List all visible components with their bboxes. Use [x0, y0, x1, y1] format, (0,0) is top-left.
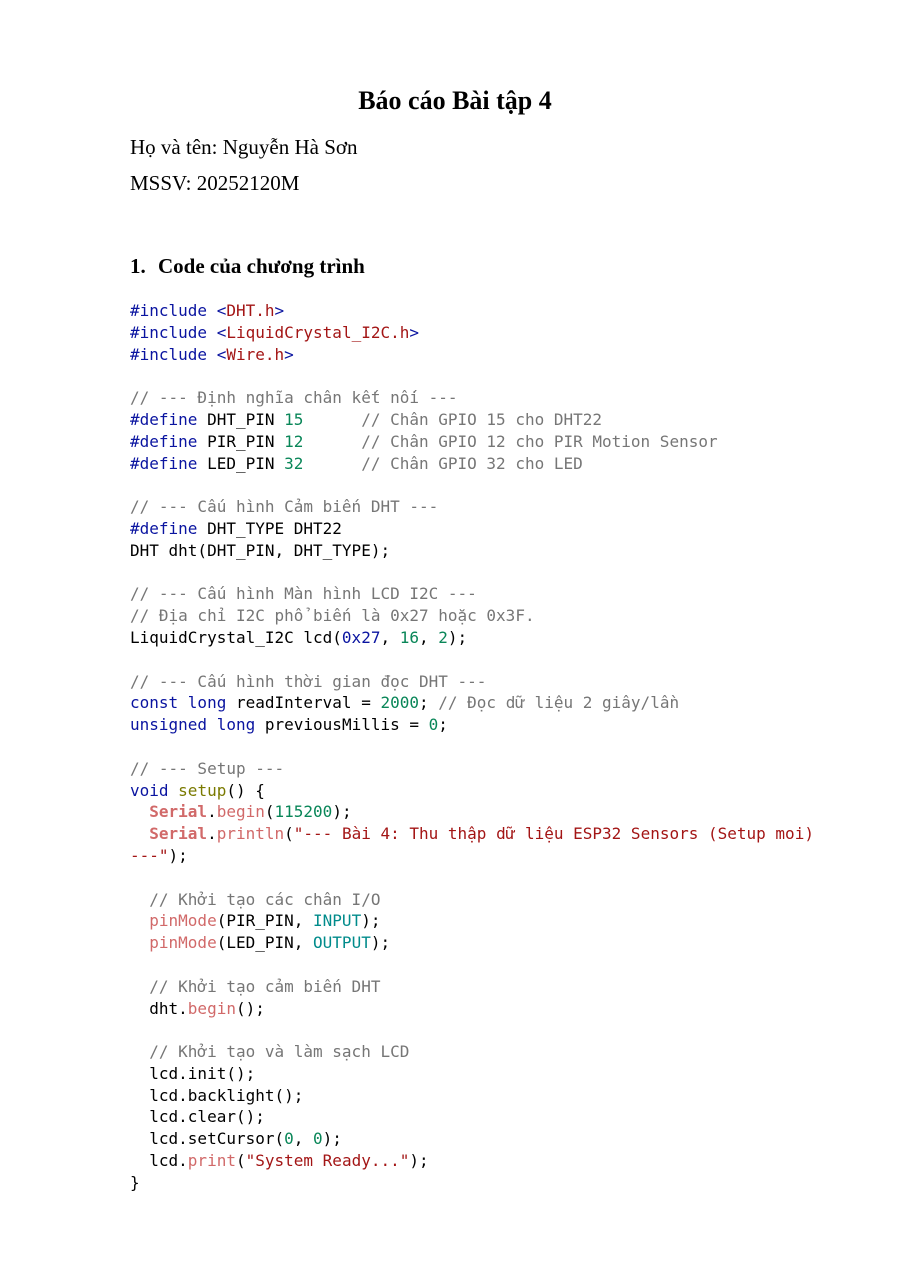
code-token: pinMode — [149, 911, 217, 931]
code-token: const — [130, 693, 188, 713]
code-token: long — [216, 715, 265, 735]
code-line — [130, 496, 850, 518]
code-token: dht. — [130, 998, 188, 1018]
code-token: begin — [187, 998, 236, 1018]
code-token: 15 — [284, 409, 304, 429]
code-token: unsigned — [130, 715, 217, 735]
code-line — [130, 714, 850, 736]
code-token: Serial — [149, 802, 208, 822]
code-line — [130, 344, 850, 366]
code-token: ); — [168, 845, 188, 865]
code-token: ( — [264, 802, 275, 822]
code-token: ( — [284, 824, 294, 844]
code-line — [130, 605, 850, 627]
code-token: OUTPUT — [313, 933, 371, 953]
document-title: Báo cáo Bài tập 4 — [358, 86, 552, 115]
code-token: #define — [130, 453, 208, 473]
code-token: 0 — [428, 715, 439, 735]
code-token — [303, 454, 361, 473]
code-line — [130, 823, 850, 845]
code-token: readInterval = — [235, 693, 381, 713]
code-token: setup — [178, 780, 227, 800]
code-token — [130, 1042, 149, 1061]
code-token: 115200 — [274, 802, 333, 822]
code-token: 16 — [399, 627, 419, 647]
code-token — [303, 432, 361, 451]
code-token: #define — [130, 518, 208, 538]
code-token: lcd.setCursor( — [130, 1129, 285, 1149]
code-token — [130, 824, 149, 843]
code-token: 0 — [284, 1129, 294, 1149]
code-token — [130, 977, 149, 996]
code-line — [130, 976, 850, 998]
code-token: // Khởi tạo các chân I/O — [149, 889, 381, 909]
code-line — [130, 1085, 850, 1107]
code-token — [130, 911, 149, 930]
student-id: MSSV: 20252120M — [130, 171, 300, 195]
code-line — [130, 910, 850, 932]
code-token: ); — [447, 627, 468, 647]
code-line — [130, 431, 850, 453]
code-token: 2 — [438, 627, 448, 647]
code-line — [130, 1019, 850, 1041]
code-token: . — [207, 802, 217, 822]
code-line — [130, 453, 850, 475]
code-token: INPUT — [313, 911, 362, 931]
section-number: 1. — [130, 254, 146, 278]
code-token: ); — [322, 1129, 342, 1149]
code-line — [130, 583, 850, 605]
code-token: lcd.backlight(); — [130, 1085, 304, 1105]
section-title: Code của chương trình — [158, 254, 365, 278]
code-token: (LED_PIN, — [216, 933, 314, 953]
code-token: lcd. — [130, 1151, 188, 1171]
code-token: previousMillis = — [264, 715, 429, 735]
code-token — [130, 890, 149, 909]
code-token: #include — [130, 344, 217, 364]
code-token: long — [187, 693, 236, 713]
code-line — [130, 322, 850, 344]
code-token: // Đọc dữ liệu 2 giây/lần — [438, 693, 680, 713]
code-token: #define — [130, 431, 208, 451]
code-line — [130, 845, 850, 867]
code-token: LiquidCrystal_I2C.h — [226, 322, 410, 342]
code-token: 12 — [284, 431, 304, 451]
code-token: LED_PIN — [207, 453, 285, 473]
code-token: // Chân GPIO 32 cho LED — [361, 453, 583, 473]
code-token: void — [130, 780, 179, 800]
code-token: } — [130, 1172, 140, 1192]
code-line — [130, 1106, 850, 1128]
code-token: < — [216, 322, 227, 342]
code-line — [130, 365, 850, 387]
code-token: > — [409, 322, 420, 342]
code-token: Serial — [149, 824, 208, 844]
code-token: ; — [438, 715, 448, 735]
code-line — [130, 1041, 850, 1063]
code-token — [130, 802, 149, 821]
code-block — [130, 300, 850, 1194]
code-token: // --- Cấu hình Màn hình LCD I2C --- — [130, 584, 477, 604]
code-token: // --- Cấu hình thời gian đọc DHT --- — [130, 671, 487, 691]
code-token: lcd.clear(); — [130, 1107, 265, 1127]
code-token: ); — [332, 802, 352, 822]
code-token: DHT_TYPE DHT22 — [207, 518, 342, 538]
code-token: 32 — [284, 453, 304, 473]
code-token: 0x27 — [341, 627, 381, 647]
code-token — [303, 410, 361, 429]
code-token: // Khởi tạo cảm biến DHT — [149, 976, 381, 996]
code-token: ; — [419, 693, 439, 713]
code-line — [130, 562, 850, 584]
code-token — [130, 933, 149, 952]
code-token: , — [418, 627, 439, 647]
code-token: < — [216, 301, 227, 320]
code-token: begin — [216, 802, 265, 822]
code-token: // --- Setup --- — [130, 758, 285, 778]
section-heading — [130, 254, 365, 279]
code-token: "System Ready..." — [245, 1151, 410, 1171]
code-token: ( — [235, 1151, 246, 1171]
code-line — [130, 409, 850, 431]
code-line — [130, 627, 850, 649]
code-token: // --- Cấu hình Cảm biến DHT --- — [130, 497, 439, 517]
code-token: . — [207, 824, 217, 844]
code-token: , — [380, 627, 400, 647]
code-line — [130, 518, 850, 540]
code-token: DHT.h — [226, 301, 275, 320]
code-token: 0 — [313, 1129, 323, 1149]
code-token: < — [216, 344, 227, 364]
code-line — [130, 300, 850, 322]
code-line — [130, 692, 850, 714]
code-token: pinMode — [149, 933, 217, 953]
code-line — [130, 671, 850, 693]
code-token: Wire.h — [226, 344, 285, 364]
code-token: #define — [130, 409, 208, 429]
code-token: // Chân GPIO 15 cho DHT22 — [361, 409, 603, 429]
code-line — [130, 801, 850, 823]
code-line — [130, 1150, 850, 1172]
code-token: // --- Định nghĩa chân kết nối --- — [130, 388, 458, 408]
code-line — [130, 867, 850, 889]
code-token: ---" — [130, 845, 169, 865]
code-token: ); — [361, 911, 381, 931]
code-line — [130, 1063, 850, 1085]
code-token: lcd.init(); — [130, 1063, 256, 1083]
code-token: > — [274, 301, 285, 320]
code-line — [130, 998, 850, 1020]
code-token: #include — [130, 301, 217, 320]
code-token: (); — [235, 998, 265, 1018]
code-token: print — [187, 1151, 236, 1171]
code-token: println — [216, 824, 285, 844]
code-token: > — [284, 344, 294, 364]
code-line — [130, 1172, 850, 1194]
code-line — [130, 889, 850, 911]
code-line — [130, 736, 850, 758]
code-line — [130, 1128, 850, 1150]
code-line — [130, 780, 850, 802]
code-token: () { — [226, 780, 265, 800]
code-token: PIR_PIN — [207, 431, 285, 451]
code-token: LiquidCrystal_I2C lcd( — [130, 627, 342, 647]
code-line — [130, 954, 850, 976]
code-token: "--- Bài 4: Thu thập dữ liệu ESP32 Sensors (Setup moi) — [293, 824, 814, 844]
code-token: // Địa chỉ I2C phổ biến là 0x27 hoặc 0x3F. — [130, 606, 535, 626]
code-line — [130, 474, 850, 496]
code-token: (PIR_PIN, — [216, 911, 314, 931]
code-token: // Khởi tạo và làm sạch LCD — [149, 1042, 410, 1062]
student-name: Họ và tên: Nguyễn Hà Sơn — [130, 135, 358, 159]
code-token: ); — [370, 933, 391, 953]
code-token: // Chân GPIO 12 cho PIR Motion Sensor — [361, 431, 718, 451]
code-token: DHT dht(DHT_PIN, DHT_TYPE); — [130, 540, 391, 560]
code-line — [130, 540, 850, 562]
code-token: DHT_PIN — [207, 409, 285, 429]
code-token: 2000 — [380, 693, 419, 713]
code-line — [130, 932, 850, 954]
code-token: ); — [409, 1151, 429, 1171]
code-token: , — [293, 1129, 314, 1149]
code-line — [130, 758, 850, 780]
code-line — [130, 649, 850, 671]
code-line — [130, 387, 850, 409]
code-token: #include — [130, 322, 217, 342]
